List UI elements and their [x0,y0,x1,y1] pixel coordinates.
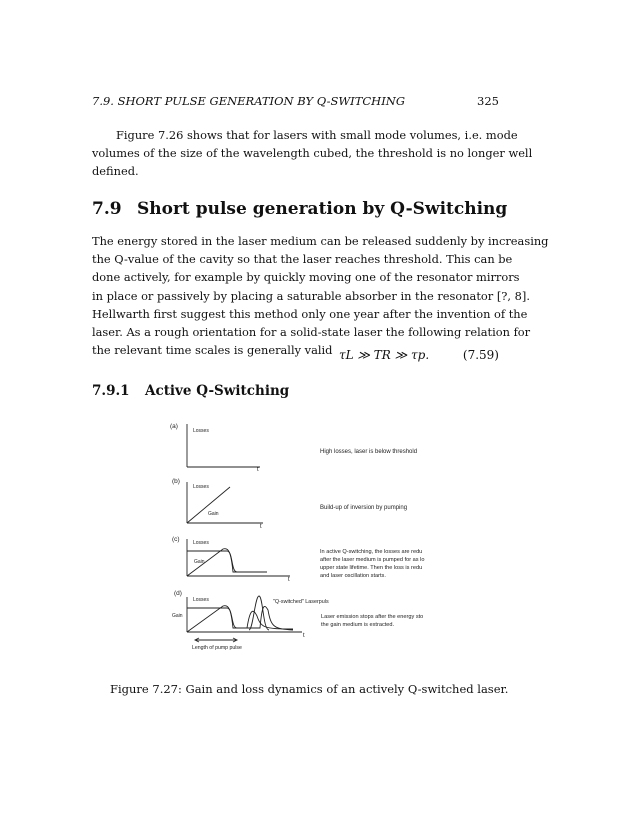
panel-a-label: (a) [170,423,178,430]
panel-b-gain-label: Gain [208,511,219,517]
panel-c-note-line: and laser oscillation starts. [320,573,386,579]
panel-c-note-line: In active Q-switching, the losses are redu [320,549,423,555]
paragraph-line: the relevant time scales is generally valid [92,343,333,358]
paragraph-line: done actively, for example by quickly moving one of the resonator mirrors [92,270,520,285]
panel-c-label: (c) [172,536,180,543]
running-header [92,94,499,108]
panel-d-laser-pulse [249,596,269,630]
panel-d-pulse-label: "Q-switched" Laserpuls [273,599,329,605]
paragraph-line: Figure 7.26 shows that for lasers with small mode volumes, i.e. mode [116,128,518,142]
figure [165,420,455,659]
panel-d-losses-label: Losses [193,597,209,603]
paragraph-line: laser. As a rough orientation for a solid-state laser the following relation for [92,325,531,340]
panel-c-losses-label: Losses [193,540,209,546]
panel-c-gain-label: Gain [194,559,205,565]
panel-c-note-line: after the laser medium is pumped for as lo [320,557,425,563]
panel-d-loss-curve [187,606,293,630]
subsection-number: 7.9.1 [92,383,130,399]
panel-d-label: (d) [174,590,182,597]
figure-caption: Figure 7.27: Gain and loss dynamics of an actively Q-switched laser. [110,682,509,696]
panel-b-gain-ramp [187,487,230,523]
panel-d-t-label: t [303,633,305,639]
header-title: 7.9. SHORT PULSE GENERATION BY Q-SWITCHING [92,94,406,108]
page-number: 325 [477,94,499,108]
equation [92,348,499,366]
paragraph-line: The energy stored in the laser medium can be released suddenly by increasing [92,234,549,248]
panel-a-note: High losses, laser is below threshold [320,449,418,455]
panel-d-pump-label: Length of pump pulse [192,645,242,651]
subsection-title: Active Q-Switching [145,383,290,399]
panel-b-note: Build-up of inversion by pumping [320,505,408,511]
intro-paragraph [92,126,533,181]
panel-d-note-line: the gain medium is extracted. [321,622,395,628]
section-heading [92,199,507,219]
subsection-heading [92,383,289,399]
panel-c-t-label: t [288,577,290,583]
qswitch-diagram [165,420,455,655]
panel-b-t-label: t [260,524,262,530]
panel-b-losses-label: Losses [193,484,209,490]
panel-d-gain-label: Gain [172,613,183,619]
panel-d-note-line: Laser emission stops after the energy sto [321,614,424,620]
section-title: Short pulse generation by Q-Switching [137,199,508,219]
panel-c-note-line: upper state lifetime. Then the loss is redu [320,565,423,571]
panel-b-label: (b) [172,478,180,485]
panel-a-t-label: t [257,467,259,473]
equation-number: (7.59) [462,348,499,362]
body-paragraph [92,232,549,359]
paragraph-line: the Q-value of the cavity so that the laser reaches threshold. This can be [92,252,513,267]
section-number: 7.9 [92,199,122,219]
paragraph-line: Hellwarth first suggest this method only one year after the invention of the [92,306,528,321]
paragraph-line: defined. [92,164,139,179]
paragraph-line: volumes of the size of the wavelength cubed, the threshold is no longer well [92,146,533,161]
paragraph-line: in place or passively by placing a saturable absorber in the resonator [?, 8]. [92,288,530,303]
panel-a-losses-label: Losses [193,428,209,434]
equation-expression: τL ≫ TR ≫ τp. [339,348,430,362]
panel-d-gain-curve [187,606,293,632]
